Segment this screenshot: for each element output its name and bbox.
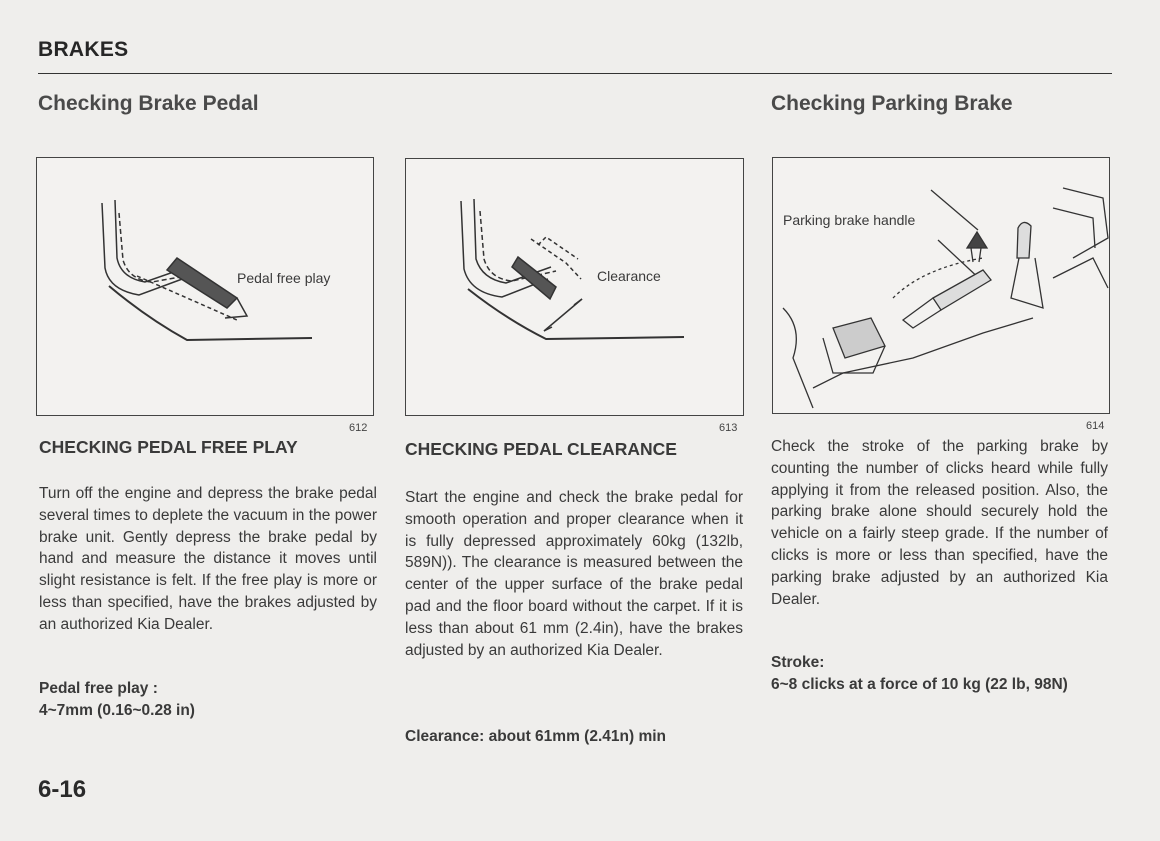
figure-pedal-clearance	[405, 158, 744, 416]
heading-brake-pedal: Checking Brake Pedal	[38, 92, 259, 115]
figure-parking-brake	[772, 157, 1110, 414]
spec-value-free-play: 4~7mm (0.16~0.28 in)	[39, 702, 195, 719]
parking-brake-illustration	[773, 158, 1111, 415]
figure-label-free-play: Pedal free play	[237, 270, 331, 286]
spec-clearance: Clearance: about 61mm (2.41n) min	[405, 728, 666, 745]
header-rule	[38, 73, 1112, 74]
body-clearance: Start the engine and check the brake pedal for smooth operation and proper clearance when it is fully depressed approximately 60kg (132lb, 589N)). The clearance is measured between the center of the upper surface of the brake pedal pad and the floor board without the carpet. If it is less than about 61 mm (2.4in), have the brakes adjusted by an authorized Kia Dealer.	[405, 489, 743, 659]
spec-value-stroke: 6~8 clicks at a force of 10 kg (22 lb, 98N)	[771, 676, 1068, 693]
spec-label-stroke: Stroke:	[771, 654, 825, 671]
figure-number-614: 614	[1086, 420, 1105, 432]
figure-number-612: 612	[349, 422, 368, 434]
figure-label-clearance: Clearance	[597, 268, 661, 284]
body-free-play: Turn off the engine and depress the brake pedal several times to deplete the vacuum in the power brake unit. Gently depress the brake pedal by hand and measure the distance it moves until slight resistance is felt. If the free play is more or less than specified, have the brakes adjusted by an authorized Kia Dealer.	[39, 485, 377, 633]
pedal-free-play-illustration	[37, 158, 375, 417]
page-number: 6-16	[38, 776, 87, 803]
pedal-clearance-illustration	[406, 159, 745, 417]
subheading-free-play: CHECKING PEDAL FREE PLAY	[39, 437, 298, 457]
spec-label-free-play: Pedal free play :	[39, 680, 158, 697]
section-title: BRAKES	[38, 38, 129, 61]
figure-number-613: 613	[719, 422, 738, 434]
heading-parking-brake: Checking Parking Brake	[771, 92, 1013, 115]
figure-label-parking-brake-handle: Parking brake handle	[783, 212, 916, 228]
subheading-clearance: CHECKING PEDAL CLEARANCE	[405, 439, 677, 459]
figure-pedal-free-play	[36, 157, 374, 416]
body-parking-brake: Check the stroke of the parking brake by counting the number of clicks heard while fully applying it from the released position. Also, the parking brake alone should securely hold the vehicle on a fairly steep grade. If the number of clicks is more or less than specified, have the parking brake adjusted by an authorized Kia Dealer.	[771, 438, 1108, 608]
